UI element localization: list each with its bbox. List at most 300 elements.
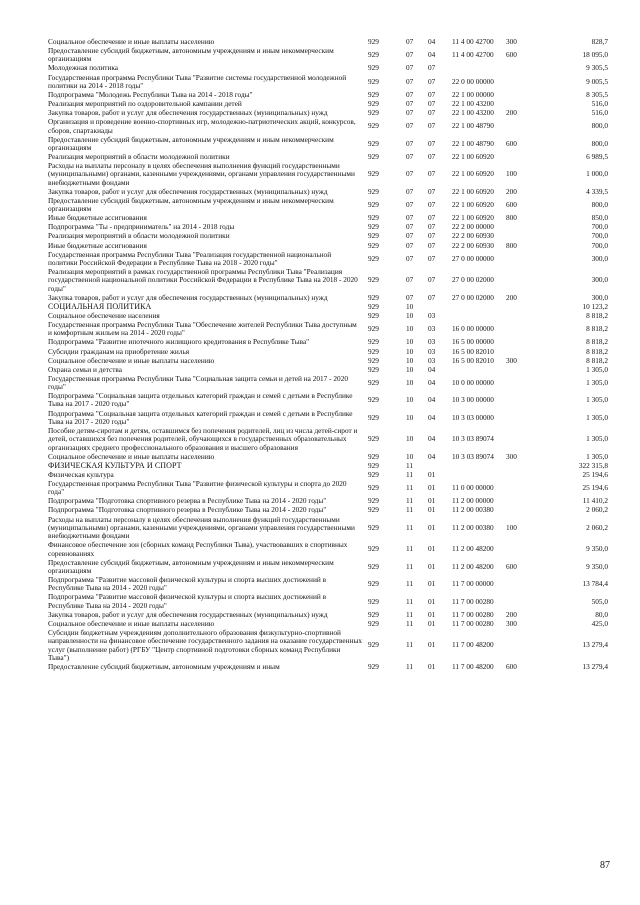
row-subsection-code: 01 <box>428 483 436 493</box>
row-ministry-code: 929 <box>368 186 379 196</box>
row-target-item-code: 22 1 00 48790 <box>452 138 494 148</box>
row-description: Закупка товаров, работ и услуг для обеспечения государственных (муниципальных) нужд <box>48 108 328 118</box>
row-amount: 2 060,2 <box>586 505 608 515</box>
row-subsection-code: 03 <box>428 346 436 356</box>
row-section-code: 07 <box>406 63 414 73</box>
row-target-item-code: 16 5 00 82010 <box>452 355 494 365</box>
row-target-item-code: 11 2 00 00380 <box>452 522 494 532</box>
row-section-code: 11 <box>406 460 414 470</box>
table-row <box>48 516 608 542</box>
row-subsection-code: 07 <box>428 231 436 241</box>
row-target-item-code <box>452 312 506 321</box>
row-expense-type-code: 200 <box>506 292 517 302</box>
row-ministry-code: 929 <box>368 108 379 118</box>
row-ministry-code: 929 <box>368 661 379 671</box>
row-subsection-code: 01 <box>428 661 436 671</box>
row-target-item-code: 16 5 00 00000 <box>452 337 494 347</box>
row-section-code: 07 <box>406 37 414 46</box>
row-amount: 800,0 <box>591 121 608 131</box>
row-section-code: 10 <box>406 451 414 461</box>
row-section-code: 07 <box>406 138 414 148</box>
row-section-code: 11 <box>406 596 414 606</box>
row-description: Государственная программа Республики Тыва "Развитие системы государственной молодежной политики на 2014 - 2018 годы" <box>48 72 347 90</box>
row-target-item-code: 10 0 00 00000 <box>452 377 494 387</box>
row-subsection-code: 01 <box>428 640 436 650</box>
row-subsection-code: 01 <box>428 505 436 515</box>
row-amount: 322 315,8 <box>578 460 608 470</box>
row-target-item-code: 11 7 00 00000 <box>452 579 494 589</box>
row-expense-type-code <box>506 392 536 409</box>
row-section-code: 07 <box>406 152 414 162</box>
row-subsection-code: 07 <box>428 222 436 232</box>
row-amount: 1 305,0 <box>586 364 608 374</box>
row-target-item-code: 22 1 00 43200 <box>452 99 494 109</box>
row-amount: 850,0 <box>591 213 608 223</box>
row-target-item-code <box>452 64 506 73</box>
table-row <box>48 480 608 497</box>
row-target-item-code: 11 2 00 00380 <box>452 505 494 515</box>
row-expense-type-code <box>506 629 536 663</box>
row-subsection-code: 03 <box>428 355 436 365</box>
row-target-item-code <box>452 462 506 471</box>
row-description: Финансовое обеспечение зон (сборных команд Республики Тыва), участвовавших в спортивных соревнованиях <box>48 540 348 558</box>
row-description: Подпрограмма "Подготовка спортивного резерва в Республике Тыва на 2014 - 2020 годы" <box>48 496 327 506</box>
row-ministry-code: 929 <box>368 301 379 311</box>
row-subsection-code: 07 <box>428 63 436 73</box>
row-amount: 2 060,2 <box>586 522 608 532</box>
row-target-item-code: 27 0 00 02000 <box>452 275 494 285</box>
row-section-code: 07 <box>406 200 414 210</box>
row-ministry-code: 929 <box>368 324 379 334</box>
row-ministry-code: 929 <box>368 395 379 405</box>
row-section-code: 11 <box>406 609 414 619</box>
row-target-item-code: 22 1 00 48790 <box>452 121 494 131</box>
row-ministry-code: 929 <box>368 253 379 263</box>
row-ministry-code: 929 <box>368 89 379 99</box>
row-description: Социальное обеспечение и иные выплаты населению <box>48 37 215 46</box>
row-description: Государственная программа Республики Тыва "Социальная защита семьи и детей на 2017 - 2020 годы" <box>48 373 349 392</box>
row-target-item-code: 22 1 00 60920 <box>452 152 494 162</box>
row-ministry-code: 929 <box>368 483 379 493</box>
row-ministry-code: 929 <box>368 121 379 131</box>
row-section-code: 10 <box>406 346 414 356</box>
row-section-code: 11 <box>406 483 414 493</box>
row-amount: 11 410,2 <box>582 496 608 506</box>
row-amount: 700,0 <box>591 231 608 241</box>
table-row <box>48 410 608 427</box>
row-ministry-code: 929 <box>368 337 379 347</box>
row-section-code: 11 <box>406 505 414 515</box>
row-description: Физическая культура <box>48 469 114 479</box>
row-amount: 6 989,5 <box>586 152 608 162</box>
row-ministry-code: 929 <box>368 37 379 46</box>
row-target-item-code: 16 5 00 82010 <box>452 346 494 356</box>
row-subsection-code: 04 <box>428 451 436 461</box>
table-row <box>48 663 608 672</box>
row-amount: 8 818,2 <box>586 310 608 320</box>
row-target-item-code: 11 7 00 00280 <box>452 609 494 619</box>
row-description: Организация и проведение военно-спортивных игр, молодежно-патриотических акций, конкурсов, сборов, спартакиады <box>48 117 356 135</box>
row-amount: 800,0 <box>591 200 608 210</box>
row-expense-type-code: 300 <box>506 451 517 461</box>
table-row <box>48 268 608 294</box>
row-subsection-code: 01 <box>428 596 436 606</box>
row-expense-type-code <box>506 223 536 232</box>
row-ministry-code: 929 <box>368 200 379 210</box>
table-row <box>48 74 608 91</box>
row-description: Расходы на выплаты персоналу в целях обеспечения выполнения функций государственными (муниципальными) органами, казенными учреждениями, органами управления государственными внебюджетными фондами <box>48 161 355 187</box>
row-section-code: 07 <box>406 99 414 109</box>
row-expense-type-code: 300 <box>506 618 517 628</box>
row-section-code: 07 <box>406 213 414 223</box>
row-ministry-code: 929 <box>368 505 379 515</box>
row-subsection-code: 07 <box>428 253 436 263</box>
row-expense-type-code <box>506 462 536 471</box>
row-expense-type-code <box>506 471 536 480</box>
row-section-code: 07 <box>406 121 414 131</box>
row-expense-type-code: 200 <box>506 186 517 196</box>
row-section-code: 07 <box>406 89 414 99</box>
row-section-code: 11 <box>406 661 414 671</box>
row-subsection-code: 01 <box>428 561 436 571</box>
row-subsection-code: 04 <box>428 50 436 60</box>
row-amount: 13 279,4 <box>582 640 608 650</box>
row-section-code: 11 <box>406 544 414 554</box>
row-description: Государственная программа Республики Тыва "Обеспечение жителей Республики Тыва доступным и комфортным жильем на 2014 - 2020 годы" <box>48 320 357 338</box>
row-amount: 1 305,0 <box>586 377 608 387</box>
row-expense-type-code <box>506 427 536 453</box>
row-expense-type-code <box>506 312 536 321</box>
row-expense-type-code: 600 <box>506 561 517 571</box>
row-subsection-code: 01 <box>428 496 436 506</box>
row-target-item-code: 11 7 00 00280 <box>452 596 494 606</box>
row-description: Охрана семьи и детства <box>48 364 122 374</box>
row-ministry-code: 929 <box>368 377 379 387</box>
row-target-item-code: 11 7 00 48200 <box>452 661 494 671</box>
row-description: Предоставление субсидий бюджетным, автономным учреждениям и иным некоммерческим организациям <box>48 134 334 152</box>
row-description: Подпрограмма "Молодежь Республики Тыва на 2014 - 2018 годы" <box>48 89 253 99</box>
row-amount: 18 095,0 <box>582 50 608 60</box>
row-expense-type-code <box>506 593 536 610</box>
row-ministry-code: 929 <box>368 76 379 86</box>
row-expense-type-code: 100 <box>506 522 517 532</box>
row-target-item-code: 22 0 00 00000 <box>452 76 494 86</box>
table-row <box>48 375 608 392</box>
row-ministry-code: 929 <box>368 346 379 356</box>
table-row <box>48 392 608 409</box>
row-section-code: 07 <box>406 169 414 179</box>
page-number: 87 <box>600 860 610 871</box>
row-expense-type-code <box>506 497 536 506</box>
row-expense-type-code <box>506 576 536 593</box>
row-expense-type-code: 600 <box>506 138 517 148</box>
row-description: Предоставление субсидий бюджетным, автономным учреждениям и иным <box>48 661 280 671</box>
row-expense-type-code: 200 <box>506 609 517 619</box>
row-target-item-code: 27 0 00 00000 <box>452 253 494 263</box>
row-subsection-code: 03 <box>428 310 436 320</box>
row-expense-type-code <box>506 303 536 312</box>
row-ministry-code: 929 <box>368 63 379 73</box>
row-target-item-code: 22 1 00 43200 <box>452 108 494 118</box>
row-target-item-code <box>452 471 506 480</box>
row-subsection-code: 07 <box>428 169 436 179</box>
row-expense-type-code <box>506 74 536 91</box>
row-expense-type-code <box>506 506 536 515</box>
row-description: Подпрограмма "Социальная защита отдельных категорий граждан и семей с детьми в Республике Тыва на 2017 - 2020 годы" <box>48 391 353 409</box>
row-ministry-code: 929 <box>368 609 379 619</box>
row-expense-type-code <box>506 321 536 338</box>
row-amount: 25 194,6 <box>582 483 608 493</box>
row-expense-type-code <box>506 375 536 392</box>
row-amount: 800,0 <box>591 138 608 148</box>
row-target-item-code <box>452 366 506 375</box>
row-section-code: 10 <box>406 301 414 311</box>
row-description: Социальное обеспечение и иные выплаты населению <box>48 355 215 365</box>
table-row <box>48 427 608 453</box>
row-subsection-code: 04 <box>428 37 436 46</box>
row-target-item-code: 22 1 00 00000 <box>452 89 494 99</box>
row-description: Государственная программа Республики Тыва "Реализация государственной национальной политики Российской Федерации в Республике Тыва на 2018 - 2020 годы" <box>48 249 332 267</box>
row-amount: 10 123,2 <box>582 301 608 311</box>
row-target-item-code: 22 1 00 60920 <box>452 213 494 223</box>
row-target-item-code: 22 2 00 60930 <box>452 240 494 250</box>
row-subsection-code: 01 <box>428 469 436 479</box>
row-ministry-code: 929 <box>368 231 379 241</box>
row-amount: 516,0 <box>591 99 608 109</box>
table-row <box>48 47 608 64</box>
row-ministry-code: 929 <box>368 618 379 628</box>
row-ministry-code: 929 <box>368 412 379 422</box>
row-subsection-code: 07 <box>428 292 436 302</box>
row-target-item-code: 11 2 00 00000 <box>452 496 494 506</box>
row-amount: 13 279,4 <box>582 661 608 671</box>
row-expense-type-code <box>506 338 536 347</box>
row-subsection-code: 04 <box>428 434 436 444</box>
row-description: Закупка товаров, работ и услуг для обеспечения государственных (муниципальных) нужд <box>48 292 328 302</box>
row-section-code: 11 <box>406 618 414 628</box>
row-subsection-code: 04 <box>428 364 436 374</box>
row-expense-type-code: 300 <box>506 355 517 365</box>
row-description: Молодежная политика <box>48 63 119 73</box>
row-description: Закупка товаров, работ и услуг для обеспечения государственных (муниципальных) нужд <box>48 609 328 619</box>
row-ministry-code: 929 <box>368 522 379 532</box>
row-target-item-code: 22 1 00 60920 <box>452 169 494 179</box>
row-target-item-code: 11 2 00 48200 <box>452 561 494 571</box>
row-expense-type-code: 200 <box>506 108 517 118</box>
row-section-code: 11 <box>406 640 414 650</box>
row-subsection-code: 04 <box>428 377 436 387</box>
row-expense-type-code <box>506 153 536 162</box>
row-section-code: 10 <box>406 395 414 405</box>
budget-table-body <box>48 38 608 672</box>
row-section-code: 07 <box>406 50 414 60</box>
row-section-code: 07 <box>406 275 414 285</box>
row-description: Предоставление субсидий бюджетным, автономным учреждениям и иным некоммерческим организациям <box>48 557 334 575</box>
row-ministry-code: 929 <box>368 451 379 461</box>
row-description: Расходы на выплаты персоналу в целях обеспечения выполнения функций государственными (муниципальными) органами, казенными учреждениями, органами управления государственными внебюджетными фондами <box>48 514 355 541</box>
table-row <box>48 162 608 188</box>
row-expense-type-code <box>506 366 536 375</box>
row-description: Реализация мероприятий в области молодежной политики <box>48 152 230 162</box>
budget-table <box>48 38 608 672</box>
row-amount: 300,0 <box>591 275 608 285</box>
row-amount: 1 305,0 <box>586 395 608 405</box>
row-subsection-code: 07 <box>428 240 436 250</box>
row-amount: 505,0 <box>591 596 608 606</box>
row-description: Иные бюджетные ассигнования <box>48 213 147 223</box>
row-section-code: 11 <box>406 561 414 571</box>
row-amount: 1 305,0 <box>586 434 608 444</box>
row-target-item-code: 11 2 00 48200 <box>452 544 494 554</box>
row-description: Предоставление субсидий бюджетным, автономным учреждениям и иным некоммерческим организациям <box>48 46 334 64</box>
row-target-item-code: 10 3 00 00000 <box>452 395 494 405</box>
table-row <box>48 593 608 610</box>
row-description: Субсидии гражданам на приобретение жилья <box>48 346 190 356</box>
section-row <box>48 462 608 471</box>
row-section-code: 10 <box>406 337 414 347</box>
row-section-code: 10 <box>406 412 414 422</box>
row-amount: 300,0 <box>591 292 608 302</box>
row-ministry-code: 929 <box>368 434 379 444</box>
row-description: Социальное обеспечение и иные выплаты населению <box>48 618 215 628</box>
row-subsection-code: 04 <box>428 412 436 422</box>
row-target-item-code: 22 1 00 60920 <box>452 200 494 210</box>
row-section-code: 10 <box>406 434 414 444</box>
row-description: Иные бюджетные ассигнования <box>48 240 147 250</box>
row-target-item-code: 16 0 00 00000 <box>452 324 494 334</box>
row-description: Реализация мероприятий по оздоровительной кампании детей <box>48 99 242 109</box>
table-row <box>48 118 608 135</box>
row-amount: 9 350,0 <box>586 561 608 571</box>
row-description: ФИЗИЧЕСКАЯ КУЛЬТУРА И СПОРТ <box>48 460 182 470</box>
row-ministry-code: 929 <box>368 460 379 470</box>
row-ministry-code: 929 <box>368 596 379 606</box>
row-section-code: 07 <box>406 253 414 263</box>
row-description: Подпрограмма "Ты - предприниматель" на 2014 - 2018 годы <box>48 222 235 232</box>
row-amount: 1 000,0 <box>586 169 608 179</box>
row-subsection-code: 07 <box>428 213 436 223</box>
row-amount: 300,0 <box>591 253 608 263</box>
row-description: Подпрограмма "Развитие ипотечного жилищного кредитования в Республике Тыва" <box>48 337 310 347</box>
row-expense-type-code <box>506 480 536 497</box>
row-expense-type-code: 600 <box>506 50 517 60</box>
row-subsection-code: 07 <box>428 138 436 148</box>
row-ministry-code: 929 <box>368 310 379 320</box>
row-expense-type-code <box>506 268 536 294</box>
row-amount: 9 350,0 <box>586 544 608 554</box>
row-section-code: 07 <box>406 240 414 250</box>
row-expense-type-code <box>506 64 536 73</box>
row-subsection-code: 07 <box>428 152 436 162</box>
row-description: Пособие детям-сиротам и детям, оставшимся без попечения родителей, лиц из числа детей-сирот и детей, оставшихся без попечения родителей, обучающихся в государственных образовательных организациях среднего профессионального образования и высшего образования <box>48 425 358 452</box>
row-amount: 425,0 <box>591 618 608 628</box>
table-row <box>48 321 608 338</box>
row-expense-type-code: 600 <box>506 200 517 210</box>
row-section-code: 11 <box>406 469 414 479</box>
row-subsection-code: 04 <box>428 395 436 405</box>
row-section-code: 10 <box>406 324 414 334</box>
row-description: Подпрограмма "Развитие массовой физической культуры и спорта высших достижений в Республике Тыва на 2014 - 2020 годы" <box>48 592 327 610</box>
row-description: Закупка товаров, работ и услуг для обеспечения государственных (муниципальных) нужд <box>48 186 328 196</box>
row-amount: 700,0 <box>591 222 608 232</box>
row-description: СОЦИАЛЬНАЯ ПОЛИТИКА <box>48 301 152 311</box>
row-description: Государственная программа Республики Тыва "Развитие физической культуры и спорта до 2020 года" <box>48 478 347 497</box>
row-description: Реализация мероприятий в рамках государственной программы Республики Тыва "Реализация государственной национальной политики Российской Федерации в Республике Тыва на 2018 - 2020 годы" <box>48 267 358 293</box>
row-expense-type-code <box>506 91 536 100</box>
row-subsection-code: 07 <box>428 186 436 196</box>
row-subsection-code: 01 <box>428 544 436 554</box>
row-ministry-code: 929 <box>368 640 379 650</box>
row-ministry-code: 929 <box>368 99 379 109</box>
row-description: Социальное обеспечение и иные выплаты населению <box>48 451 215 461</box>
row-section-code: 07 <box>406 76 414 86</box>
row-target-item-code: 11 7 00 48200 <box>452 640 494 650</box>
row-amount: 25 194,6 <box>582 469 608 479</box>
row-subsection-code: 03 <box>428 324 436 334</box>
row-section-code: 10 <box>406 364 414 374</box>
row-description: Субсидии бюджетным учреждениям дополнительного образования физкультурно-спортивной направленности на финансовое обеспечение государственного задания на оказание государственных услуг (выполнение работ) (РГБУ "Центр спортивной подготовки сборных команд Республики Тыва") <box>48 627 362 662</box>
row-ministry-code: 929 <box>368 213 379 223</box>
row-expense-type-code <box>506 410 536 427</box>
row-section-code: 07 <box>406 222 414 232</box>
row-ministry-code: 929 <box>368 496 379 506</box>
row-section-code: 11 <box>406 496 414 506</box>
row-section-code: 10 <box>406 377 414 387</box>
row-amount: 80,0 <box>595 609 608 619</box>
row-target-item-code: 11 0 00 00000 <box>452 483 494 493</box>
row-amount: 1 305,0 <box>586 451 608 461</box>
row-amount: 13 784,4 <box>582 579 608 589</box>
row-description: Подпрограмма "Социальная защита отдельных категорий граждан и семей с детьми в Республике Тыва на 2017 - 2020 годы" <box>48 408 353 426</box>
row-amount: 8 818,2 <box>586 324 608 334</box>
row-target-item-code: 11 4 00 42700 <box>452 37 494 46</box>
row-expense-type-code <box>506 541 536 558</box>
row-section-code: 07 <box>406 231 414 241</box>
row-expense-type-code <box>506 118 536 135</box>
row-expense-type-code: 800 <box>506 213 517 223</box>
row-target-item-code: 10 3 03 00000 <box>452 412 494 422</box>
row-target-item-code <box>452 303 506 312</box>
row-subsection-code: 01 <box>428 609 436 619</box>
row-ministry-code: 929 <box>368 355 379 365</box>
row-target-item-code: 10 3 03 89074 <box>452 434 494 444</box>
row-ministry-code: 929 <box>368 222 379 232</box>
row-target-item-code: 11 4 00 42700 <box>452 50 494 60</box>
table-row <box>48 629 608 663</box>
row-target-item-code: 27 0 00 02000 <box>452 292 494 302</box>
row-section-code: 11 <box>406 522 414 532</box>
row-expense-type-code <box>506 251 536 268</box>
row-subsection-code: 07 <box>428 108 436 118</box>
row-ministry-code: 929 <box>368 561 379 571</box>
row-amount: 9 005,5 <box>586 76 608 86</box>
row-target-item-code: 22 2 00 00000 <box>452 222 494 232</box>
row-description: Социальное обеспечение населения <box>48 310 160 320</box>
row-subsection-code: 01 <box>428 618 436 628</box>
row-ministry-code: 929 <box>368 240 379 250</box>
row-amount: 700,0 <box>591 240 608 250</box>
row-ministry-code: 929 <box>368 579 379 589</box>
row-description: Реализация мероприятий в области молодежной политики <box>48 231 230 241</box>
row-ministry-code: 929 <box>368 275 379 285</box>
row-ministry-code: 929 <box>368 544 379 554</box>
row-amount: 4 339,5 <box>586 186 608 196</box>
table-row <box>48 357 608 366</box>
row-description: Подпрограмма "Развитие массовой физической культуры и спорта высших достижений в Республике Тыва на 2014 - 2020 годы" <box>48 574 327 593</box>
row-target-item-code: 22 2 00 60930 <box>452 231 494 241</box>
row-ministry-code: 929 <box>368 152 379 162</box>
row-amount: 516,0 <box>591 108 608 118</box>
